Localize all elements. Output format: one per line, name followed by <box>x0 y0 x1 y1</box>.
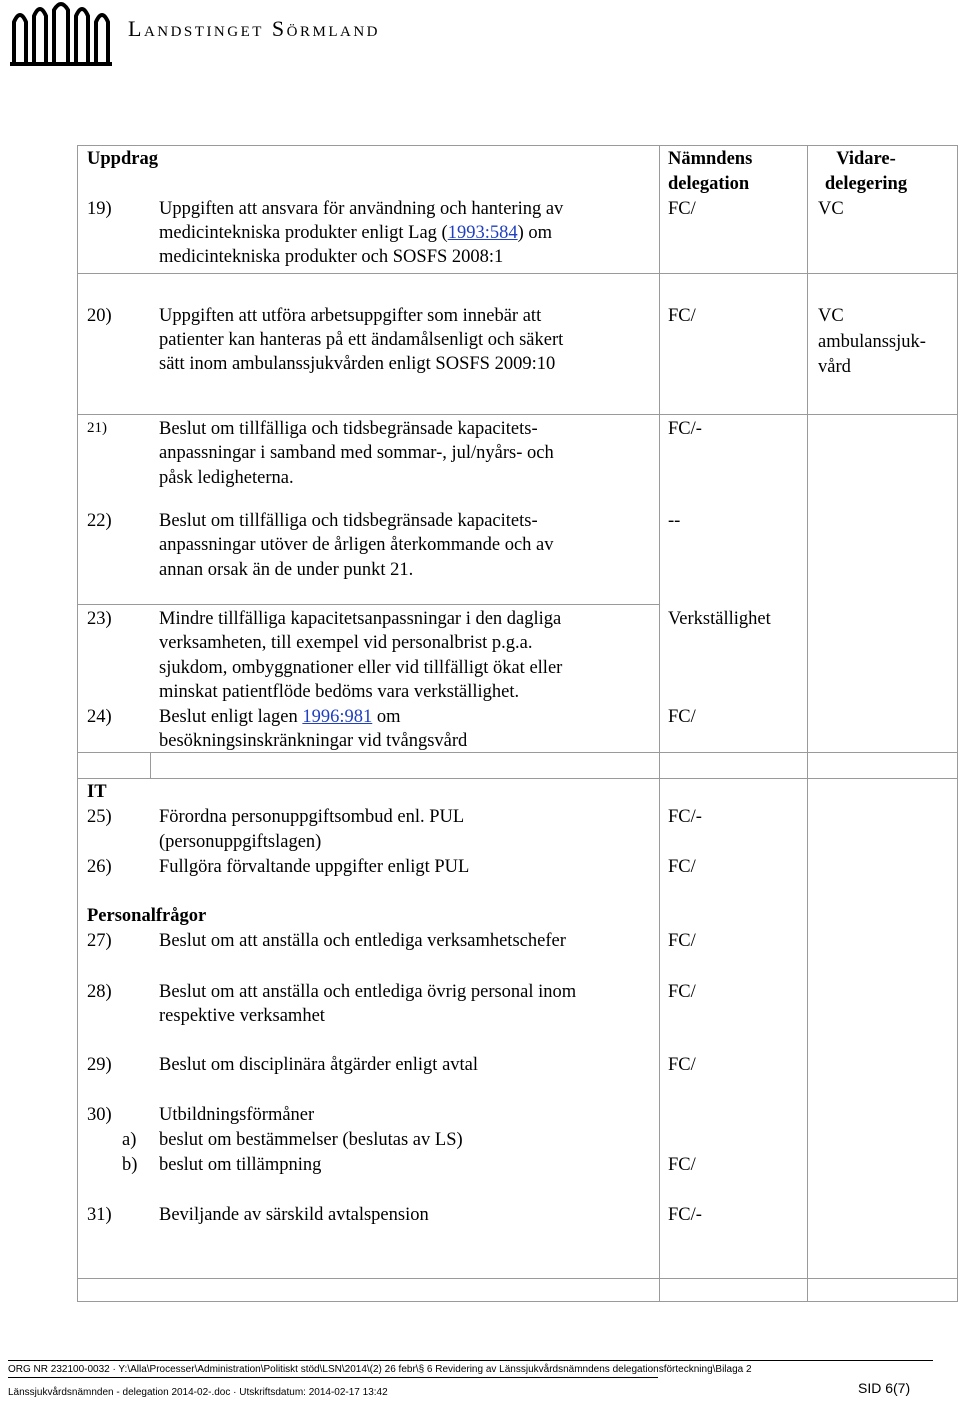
row-text: patienter kan hanteras på ett ändamålsenligt och säkert <box>159 330 564 350</box>
row-number: a) <box>122 1130 137 1150</box>
row-number: 19) <box>87 199 112 219</box>
row-divider <box>78 273 957 274</box>
row-text: Utbildningsförmåner <box>159 1105 315 1125</box>
header-further-1: Vidare- <box>836 149 896 169</box>
row-number: 29) <box>87 1055 112 1075</box>
row-text: annan orsak än de under punkt 21. <box>159 560 414 580</box>
row-number: 24) <box>87 707 112 727</box>
row-text: beslut om tillämpning <box>159 1155 322 1175</box>
delegation-value: FC/ <box>668 199 696 219</box>
further-value: vård <box>818 357 851 377</box>
further-value: VC <box>818 306 844 326</box>
row-text: påsk ledigheterna. <box>159 468 294 488</box>
column-divider <box>807 146 808 1301</box>
row-text: anpassningar i samband med sommar-, jul/nyårs- och <box>159 443 554 463</box>
further-value: VC <box>818 199 844 219</box>
header-task: Uppdrag <box>87 149 158 169</box>
delegation-value: Verkställighet <box>668 609 771 629</box>
row-number: 27) <box>87 931 112 951</box>
footer-rule <box>8 1360 933 1361</box>
delegation-value: FC/ <box>668 931 696 951</box>
row-number: 21) <box>87 420 107 436</box>
row-text: respektive verksamhet <box>159 1006 325 1026</box>
row-number: 30) <box>87 1105 112 1125</box>
further-value: ambulanssjuk- <box>818 332 926 352</box>
row-text: Uppgiften att utföra arbetsuppgifter som innebär att <box>159 306 542 326</box>
row-text: sjukdom, ombyggnationer eller vid tillfälligt ökat eller <box>159 658 563 678</box>
row-number: 25) <box>87 807 112 827</box>
delegation-value: -- <box>668 511 681 531</box>
row-text: sätt inom ambulanssjukvården enligt SOSFS 2009:10 <box>159 354 556 374</box>
page-number: SID 6(7) <box>858 1380 911 1396</box>
footer-path: ORG NR 232100-0032 · Y:\Alla\Processer\Administration\Politiskt stöd\LSN\2014\(2) 26 febr\§ 6 Revidering av Länssjukvårdsnämndens delegationsförteckning\Bilaga 2 <box>8 1364 752 1375</box>
row-text: Beslut om att anställa och entlediga övrig personal inom <box>159 982 577 1002</box>
law-link[interactable]: 1993:584 <box>447 223 518 243</box>
row-text: Beslut om att anställa och entlediga verksamhetschefer <box>159 931 566 951</box>
row-text: medicintekniska produkter enligt Lag (1993:584) om <box>159 223 553 243</box>
header-delegation-1: Nämndens <box>668 149 753 169</box>
row-text: Mindre tillfälliga kapacitetsanpassningar i den dagliga <box>159 609 562 629</box>
row-text: Beslut om tillfälliga och tidsbegränsade kapacitets- <box>159 511 538 531</box>
row-number: 28) <box>87 982 112 1002</box>
row-number: 26) <box>87 857 112 877</box>
row-number: 20) <box>87 306 112 326</box>
law-link[interactable]: 1996:981 <box>302 707 373 727</box>
row-divider <box>78 778 957 779</box>
header-further-2: delegering <box>824 174 908 194</box>
section-heading-it: IT <box>87 782 107 802</box>
delegation-value: FC/ <box>668 707 696 727</box>
organization-name: Landstinget Sörmland <box>128 16 380 41</box>
row-text: minskat patientflöde bedöms vara verkställighet. <box>159 682 520 702</box>
row-text: Fullgöra förvaltande uppgifter enligt PUL <box>159 857 470 877</box>
row-text: Beslut enligt lagen 1996:981 om <box>159 707 401 727</box>
row-text: Beslut om tillfälliga och tidsbegränsade kapacitets- <box>159 419 538 439</box>
row-text: verksamheten, till exempel vid personalbrist p.g.a. <box>159 633 533 653</box>
section-heading-personal: Personalfrågor <box>87 906 207 926</box>
crown-logo <box>8 2 114 68</box>
row-text: besökningsinskränkningar vid tvångsvård <box>159 731 468 751</box>
row-text: Förordna personuppgiftsombud enl. PUL <box>159 807 465 827</box>
row-text: Beslut om disciplinära åtgärder enligt avtal <box>159 1055 479 1075</box>
row-text: (personuppgiftslagen) <box>159 832 322 852</box>
column-divider <box>150 752 151 778</box>
row-divider <box>78 1278 957 1279</box>
row-number: b) <box>122 1155 138 1175</box>
row-number: 23) <box>87 609 112 629</box>
delegation-value: FC/- <box>668 807 702 827</box>
delegation-value: FC/- <box>668 419 702 439</box>
header-delegation-2: delegation <box>668 174 750 194</box>
footer-document: Länssjukvårdsnämnden - delegation 2014-02-.doc · Utskriftsdatum: 2014-02-17 13:42 <box>8 1387 388 1398</box>
footer-rule <box>8 1377 658 1378</box>
delegation-value: FC/ <box>668 1155 696 1175</box>
delegation-value: FC/ <box>668 857 696 877</box>
delegation-value: FC/ <box>668 306 696 326</box>
delegation-value: FC/ <box>668 982 696 1002</box>
row-text: Uppgiften att ansvara för användning och hantering av <box>159 199 564 219</box>
row-divider <box>78 414 957 415</box>
row-number: 22) <box>87 511 112 531</box>
row-divider <box>78 604 659 605</box>
row-text: Beviljande av särskild avtalspension <box>159 1205 429 1225</box>
row-text: medicintekniska produkter och SOSFS 2008:1 <box>159 247 504 267</box>
column-divider <box>659 146 660 1301</box>
delegation-value: FC/- <box>668 1205 702 1225</box>
row-text: anpassningar utöver de årligen återkommande och av <box>159 535 554 555</box>
row-number: 31) <box>87 1205 112 1225</box>
delegation-value: FC/ <box>668 1055 696 1075</box>
row-text: beslut om bestämmelser (beslutas av LS) <box>159 1130 463 1150</box>
